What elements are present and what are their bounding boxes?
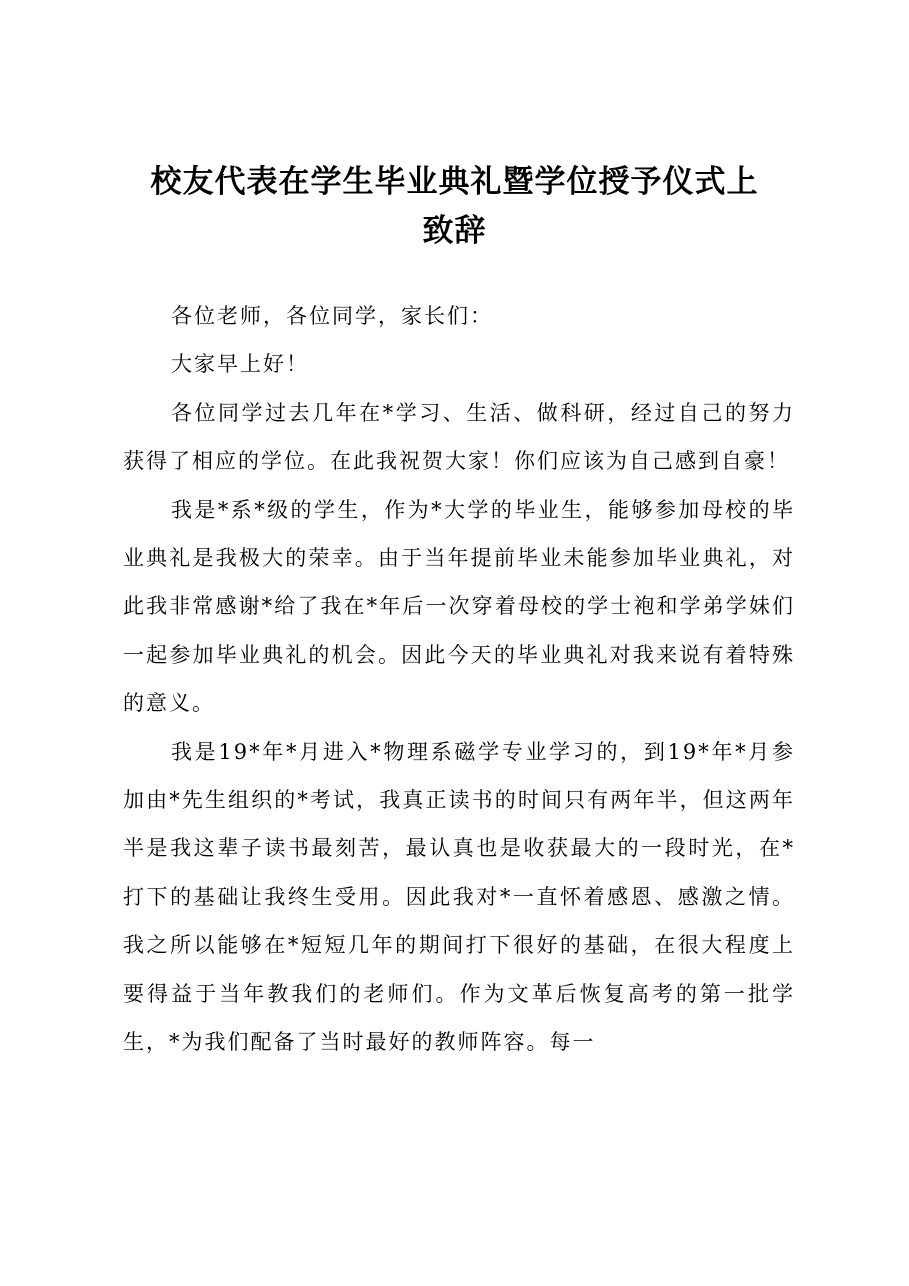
title-line-2: 致辞 bbox=[422, 213, 487, 249]
paragraph-salutation: 各位老师，各位同学，家长们： bbox=[171, 304, 493, 328]
paragraph-greeting: 大家早上好！ bbox=[171, 352, 309, 377]
paragraph-introduction: 我是*系*级的学生，作为*大学的毕业生，能够参加母校的毕业典礼是我极大的荣幸。由于当年提前毕业未能参加毕业典礼，对此我非常感谢*给了我在*年后一次穿着母校的学士袍和学弟学妹们一起参加毕业典礼的机会。因此今天的毕业典礼对我来说有着特殊的意义。 bbox=[123, 497, 795, 716]
document-title bbox=[100, 158, 809, 256]
paragraph-study-history: 我是19*年*月进入*物理系磁学专业学习的，到19*年*月参加由*先生组织的*考试，我真正读书的时间只有两年半，但这两年半是我这辈子读书最刻苦，最认真也是收获最大的一段时光，在*打下的基础让我终生受用。因此我对*一直怀着感恩、感激之情。我之所以能够在*短短几年的期间打下很好的基础，在很大程度上要得益于当年教我们的老师们。作为文革后恢复高考的第一批学生，*为我们配备了当时最好的教师阵容。每一 bbox=[123, 739, 795, 1055]
document-body bbox=[123, 292, 795, 1067]
title-line-1: 校友代表在学生毕业典礼暨学位授予仪式上 bbox=[150, 164, 759, 200]
paragraph-congratulations: 各位同学过去几年在*学习、生活、做科研，经过自己的努力获得了相应的学位。在此我祝贺大家！你们应该为自己感到自豪！ bbox=[123, 400, 795, 474]
